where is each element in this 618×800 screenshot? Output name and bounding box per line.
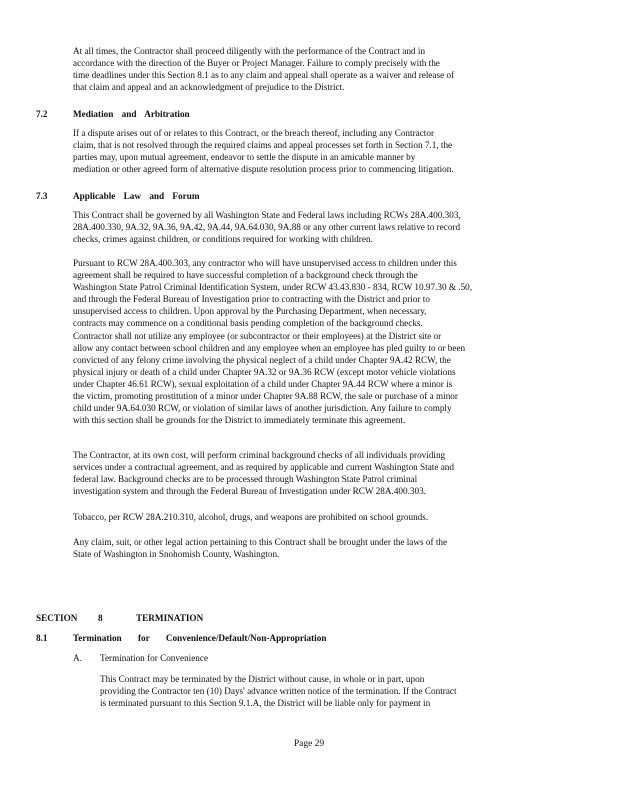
section-number: 8.1 [36, 633, 48, 643]
text-line: the victim, promoting prostitution of a minor under Chapter 9A.88 RCW, the sale or purchase of a minor [73, 391, 458, 402]
text-line: physical injury or death of a child under Chapter 9A.32 or 9A.36 RCW (except motor vehicle violations [73, 366, 456, 377]
text-line: checks, crimes against children, or conditions required for working with children. [73, 234, 373, 245]
text-line: Tobacco, per RCW 28A.210.310, alcohol, drugs, and weapons are prohibited on school grounds. [73, 512, 429, 522]
text-line: that claim and appeal and an acknowledgment of prejudice to the District. [73, 82, 345, 93]
section-number: 8 [98, 613, 103, 623]
section-number: 7.2 [36, 109, 48, 119]
text-line: This Contract shall be governed by all Washington State and Federal laws including RCWs 28A.400.303, [73, 210, 461, 220]
text-line: agreement shall be required to have successful completion of a background check through the [73, 270, 418, 281]
contractor-background-paragraph [73, 449, 577, 497]
section-number: 7.3 [36, 191, 48, 201]
termination-paragraph [100, 673, 576, 709]
text-line: claim, that is not resolved through the required claims and appeal processes set forth in Section 7.1, the [73, 140, 453, 151]
text-line: is terminated pursuant to this Section 9.1.A, the District will be liable only for payment in [100, 698, 431, 709]
text-line: At all times, the Contractor shall proceed diligently with the performance of the Contract and in [73, 46, 426, 56]
text-line: Washington State Patrol Criminal Identification System, under RCW 43.43.830 - 834, RCW 10.97.30 & .50, [73, 282, 473, 293]
text-line: accordance with the direction of the Buyer or Project Manager. Failure to comply precisely with the [73, 58, 440, 69]
text-line: The Contractor, at its own cost, will perform criminal background checks of all individuals providing [73, 450, 446, 460]
text-line: under Chapter 46.61 RCW), sexual exploitation of a child under Chapter 9A.44 RCW where a minor is [73, 378, 453, 389]
text-line: investigation system and through the Federal Bureau of Investigation under RCW 28A.400.303. [73, 486, 426, 497]
text-line: time deadlines under this Section 8.1 as to any claim and appeal shall operate as a waiver and release of [73, 70, 455, 81]
text-line: services under a contractual agreement, and as required by applicable and current Washington State and [73, 462, 454, 473]
text-line: unsupervised access to children. Upon approval by the Purchasing Department, when necessary, [73, 306, 427, 317]
text-line: allow any contact between school children and any employee when an employee has pled guilty to or been [73, 342, 466, 353]
subsection-letter: A. [73, 653, 82, 663]
text-line: mediation or other agreed form of alternative dispute resolution process prior to commencing litigation. [73, 164, 454, 175]
text-line: Pursuant to RCW 28A.400.303, any contractor who will have unsupervised access to children under this [73, 258, 457, 268]
section-heading: Applicable Law and Forum [73, 191, 200, 201]
section-title: TERMINATION [136, 613, 204, 623]
text-line: parties may, upon mutual agreement, endeavor to settle the dispute in an amicable manner by [73, 152, 416, 163]
text-line: federal law. Background checks are to be processed through Washington State Patrol criminal [73, 474, 418, 485]
text-line: This Contract may be terminated by the District without cause, in whole or in part, upon [100, 674, 425, 684]
intro-paragraph [73, 45, 577, 93]
venue-paragraph [73, 536, 577, 560]
mediation-paragraph [73, 127, 577, 175]
text-line: with this section shall be grounds for the District to immediately terminate this agreement. [73, 415, 406, 426]
text-line: convicted of any felony crime involving the physical neglect of a child under Chapter 9A.42 RCW, the [73, 354, 451, 365]
section-label: SECTION [36, 613, 78, 623]
text-line: Any claim, suit, or other legal action pertaining to this Contract shall be brought under the laws of the [73, 537, 448, 547]
text-line: child under 9A.64.030 RCW, or violation of similar laws of another jurisdiction. Any failure to comply [73, 403, 452, 414]
governing-law-paragraph [73, 209, 577, 245]
text-line: providing the Contractor ten (10) Days' advance written notice of the termination. If the Contract [100, 686, 457, 697]
section-heading: Termination for Convenience/Default/Non-Appropriation [73, 633, 327, 643]
text-line: State of Washington in Snohomish County, Washington. [73, 549, 280, 560]
section-heading: Mediation and Arbitration [73, 109, 190, 119]
tobacco-paragraph [73, 511, 577, 523]
text-line: contracts may commence on a conditional basis pending completion of the background checks. [73, 318, 423, 329]
subsection-title: Termination for Convenience [100, 653, 209, 663]
background-check-paragraph [73, 257, 577, 426]
text-line: If a dispute arises out of or relates to this Contract, or the breach thereof, including any Contractor [73, 128, 435, 138]
text-line: 28A.400.330, 9A.32, 9A.36, 9A.42, 9A.44, 9A.64.030, 9A.88 or any other current laws relative to record [73, 222, 461, 233]
text-line: Contractor shall not utilize any employee (or subcontractor or their employees) at the District site or [73, 330, 442, 341]
page-number: Page 29 [293, 739, 325, 749]
text-line: and through the Federal Bureau of Investigation prior to contracting with the District and prior to [73, 294, 430, 305]
